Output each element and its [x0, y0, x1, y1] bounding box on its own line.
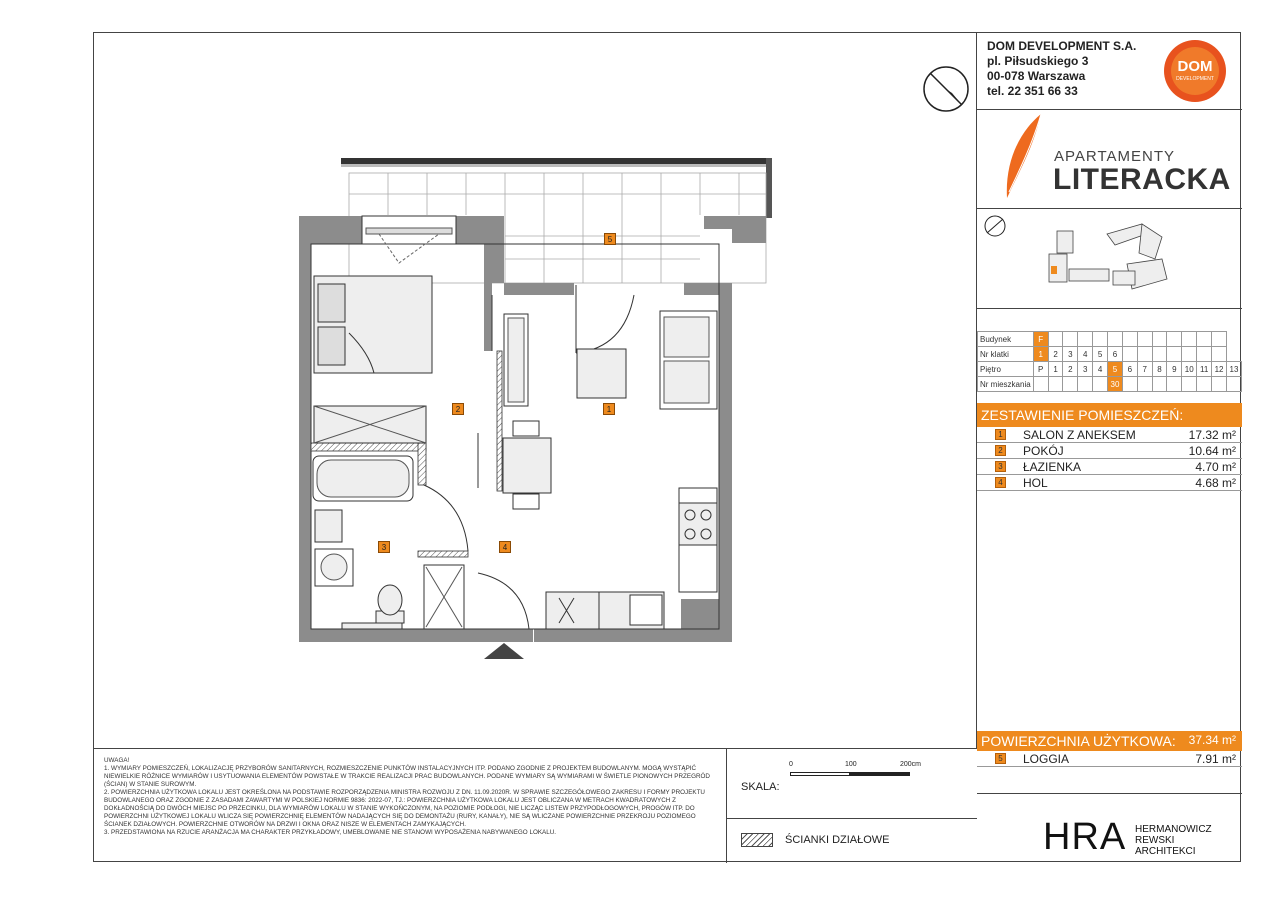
- dom-logo-icon: [1159, 38, 1231, 104]
- brand-line1: APARTAMENTY: [1054, 148, 1176, 165]
- room-name: ŁAZIENKA: [1023, 460, 1082, 474]
- scale-tick-0: 0: [789, 761, 793, 768]
- room-area: 4.68 m²: [1195, 476, 1236, 490]
- room-tag-2: 2: [452, 403, 464, 415]
- pietro-1: 1: [1048, 362, 1063, 377]
- washbasin: [315, 510, 342, 542]
- company-address1: pl. Piłsudskiego 3: [987, 54, 1089, 68]
- pietro-11: 11: [1197, 362, 1212, 377]
- room-num: 1: [995, 429, 1006, 440]
- pietro-6: 6: [1122, 362, 1137, 377]
- room-num: 5: [995, 753, 1006, 764]
- usable-area-value: 37.34 m²: [1188, 733, 1236, 747]
- company-phone: tel. 22 351 66 33: [987, 84, 1078, 98]
- svg-text:DEVELOPMENT: DEVELOPMENT: [1176, 76, 1214, 82]
- room-tag-3: 3: [378, 541, 390, 553]
- budynek-label: Budynek: [978, 332, 1034, 347]
- room-area: 7.91 m²: [1195, 752, 1236, 766]
- partition-wall: [311, 443, 426, 451]
- usable-area-label: POWIERZCHNIA UŻYTKOWA:: [981, 733, 1176, 749]
- apartment-info-grid: [977, 331, 1242, 392]
- mieszkanie-value: 30: [1108, 377, 1123, 392]
- scale-bar-white: [790, 772, 850, 776]
- company-address2: 00-078 Warszawa: [987, 69, 1086, 83]
- svg-text:DOM: DOM: [1177, 58, 1213, 75]
- feather-logo-icon: [999, 112, 1049, 202]
- floor-plan-area: [94, 33, 977, 749]
- room-tag-4: 4: [499, 541, 511, 553]
- pietro-10: 10: [1182, 362, 1197, 377]
- side-panel: [977, 33, 1242, 863]
- room-area: 10.64 m²: [1188, 444, 1236, 458]
- pietro-9: 9: [1167, 362, 1182, 377]
- room-row: [977, 459, 1242, 475]
- room-row: [977, 475, 1242, 491]
- klatka-3: 3: [1063, 347, 1078, 362]
- pietro-8: 8: [1152, 362, 1167, 377]
- armchair: [577, 349, 626, 398]
- room-name: LOGGIA: [1023, 752, 1070, 766]
- architect-line3: ARCHITEKCI: [1135, 846, 1196, 857]
- pietro-5: 5: [1108, 362, 1123, 377]
- klatka-5: 5: [1093, 347, 1108, 362]
- site-minimap: [977, 209, 1242, 309]
- legend-label: ŚCIANKI DZIAŁOWE: [785, 834, 890, 846]
- minimap-compass-icon: [985, 216, 1005, 236]
- architect-block: [977, 793, 1242, 863]
- room-name: POKÓJ: [1023, 444, 1064, 458]
- north-arrow-icon: [924, 67, 968, 111]
- brand-line2: LITERACKA: [1053, 163, 1231, 196]
- klatka-6: 6: [1108, 347, 1123, 362]
- brand-block: [977, 110, 1242, 209]
- note-1: 1. WYMIARY POMIESZCZEŃ, LOKALIZACJĘ PRZYBORÓW SANITARNYCH, ROZMIESZCZENIE PUNKTÓW INSTALACYJNYCH ITP. PODANO ZGODNIE Z PROJEKTEM BUDOWLANYM. MOGĄ WYSTĄPIĆ NIEWIELKIE RÓŻNICE WYMIARÓW I USYTUOWANIA ELEMENTÓW POWSTAŁE W TRAKCIE REALIZACJI PRAC BUDOWLANYCH. PODANE WYMIARY SĄ WYMIARAMI W ŚWIETLE PIONOWYCH PRZEGRÓD (ŚCIAN) W STANIE SUROWYM.: [104, 765, 710, 788]
- rooms-header: ZESTAWIENIE POMIESZCZEŃ:: [977, 403, 1242, 427]
- room-name: HOL: [1023, 476, 1048, 490]
- room-name: SALON Z ANEKSEM: [1023, 428, 1136, 442]
- pietro-label: Piętro: [978, 362, 1034, 377]
- room-num: 3: [995, 461, 1006, 472]
- klatka-4: 4: [1078, 347, 1093, 362]
- room-num: 2: [995, 445, 1006, 456]
- architect-line1: HERMANOWICZ: [1135, 824, 1212, 835]
- room-area: 4.70 m²: [1195, 460, 1236, 474]
- note-2: 2. POWIERZCHNIA UŻYTKOWA LOKALU JEST OKREŚLONA NA PODSTAWIE ROZPORZĄDZENIA MINISTRA ROZWOJU Z DN. 11.09.2020R. W SPRAWIE SZCZEGÓŁOWEGO ZAKRESU I FORMY PROJEKTU BUDOWLANEGO ORAZ ZGODNIE Z ZASADAMI ZAWARTYMI W POLSKIEJ NORMIE 9836: 2022-07, TJ.: POWIERZCHNIA UŻYTKOWA LOKALU JEST OBLICZANA W METRACH KWADRATOWYCH Z DOKŁADNOŚCIĄ DO DWÓCH MIEJSC PO PRZECINKU, DLA WYMIARÓW LOKALU W STANIE WYKOŃCZONYM, NA POZIOMIE PODŁOGI, NIE LICZĄC LISTEW PRZYPODŁOGOWYCH, PROGÓW ITP. DO POWIERZCHNI UŻYTKOWEJ LOKALU WLICZA SIĘ POWIERZCHNIĘ ELEMENTÓW NADAJĄCYCH SIĘ DO DEMONTAŻU (RURY, KANAŁY), NIE SĄ WLICZANE POWIERZCHNIE PRZEKROJU POZIOMEGO ŚCIANEK DZIAŁOWYCH. POWIERZCHNIE OTWORÓW NA DRZWI I OKNA ORAZ NISZE W ELEMENTACH ZAMYKAJĄCYCH.: [104, 789, 705, 828]
- dining-table: [503, 438, 551, 493]
- hatch-swatch: [741, 833, 773, 847]
- scale-tick-200: 200cm: [900, 761, 922, 768]
- scale-label: SKALA:: [741, 781, 780, 793]
- klatka-1: 1: [1033, 347, 1048, 362]
- entrance-arrow-icon: [484, 643, 524, 659]
- scale-tick-100: 100: [845, 761, 857, 768]
- notes-title: UWAGA!: [104, 757, 130, 764]
- room-num: 4: [995, 477, 1006, 488]
- usable-area-bar: [977, 731, 1242, 751]
- klatki-label: Nr klatki: [978, 347, 1034, 362]
- company-name: DOM DEVELOPMENT S.A.: [987, 39, 1137, 53]
- bed: [314, 276, 432, 373]
- pietro-P: P: [1033, 362, 1048, 377]
- company-block: [977, 33, 1242, 110]
- budynek-value: F: [1033, 332, 1048, 347]
- pietro-4: 4: [1093, 362, 1108, 377]
- pietro-3: 3: [1078, 362, 1093, 377]
- drawing-sheet: [93, 32, 1241, 862]
- room-tag-5: 5: [604, 233, 616, 245]
- mieszkania-label: Nr mieszkania: [978, 377, 1034, 392]
- architect-logo: HRA: [1043, 816, 1127, 858]
- room-tag-1: 1: [603, 403, 615, 415]
- legend-section: [727, 819, 977, 863]
- scale-section: [727, 749, 977, 819]
- room-row: [977, 427, 1242, 443]
- klatka-2: 2: [1048, 347, 1063, 362]
- note-3: 3. PRZEDSTAWIONA NA RZUCIE ARANŻACJA MA CHARAKTER PRZYKŁADOWY, UMEBLOWANIE NIE STANOWI WYPOSAŻENIA NABYWANEGO LOKALU.: [104, 829, 557, 836]
- pietro-7: 7: [1137, 362, 1152, 377]
- floor-plan: [94, 33, 976, 748]
- room-row: [977, 443, 1242, 459]
- scale-bar-black: [850, 772, 910, 776]
- room-area: 17.32 m²: [1188, 428, 1236, 442]
- notes-section: [94, 749, 727, 863]
- architect-line2: REWSKI: [1135, 835, 1175, 846]
- pietro-13: 13: [1227, 362, 1242, 377]
- loggia-row: [977, 751, 1242, 767]
- pietro-12: 12: [1212, 362, 1227, 377]
- pietro-2: 2: [1063, 362, 1078, 377]
